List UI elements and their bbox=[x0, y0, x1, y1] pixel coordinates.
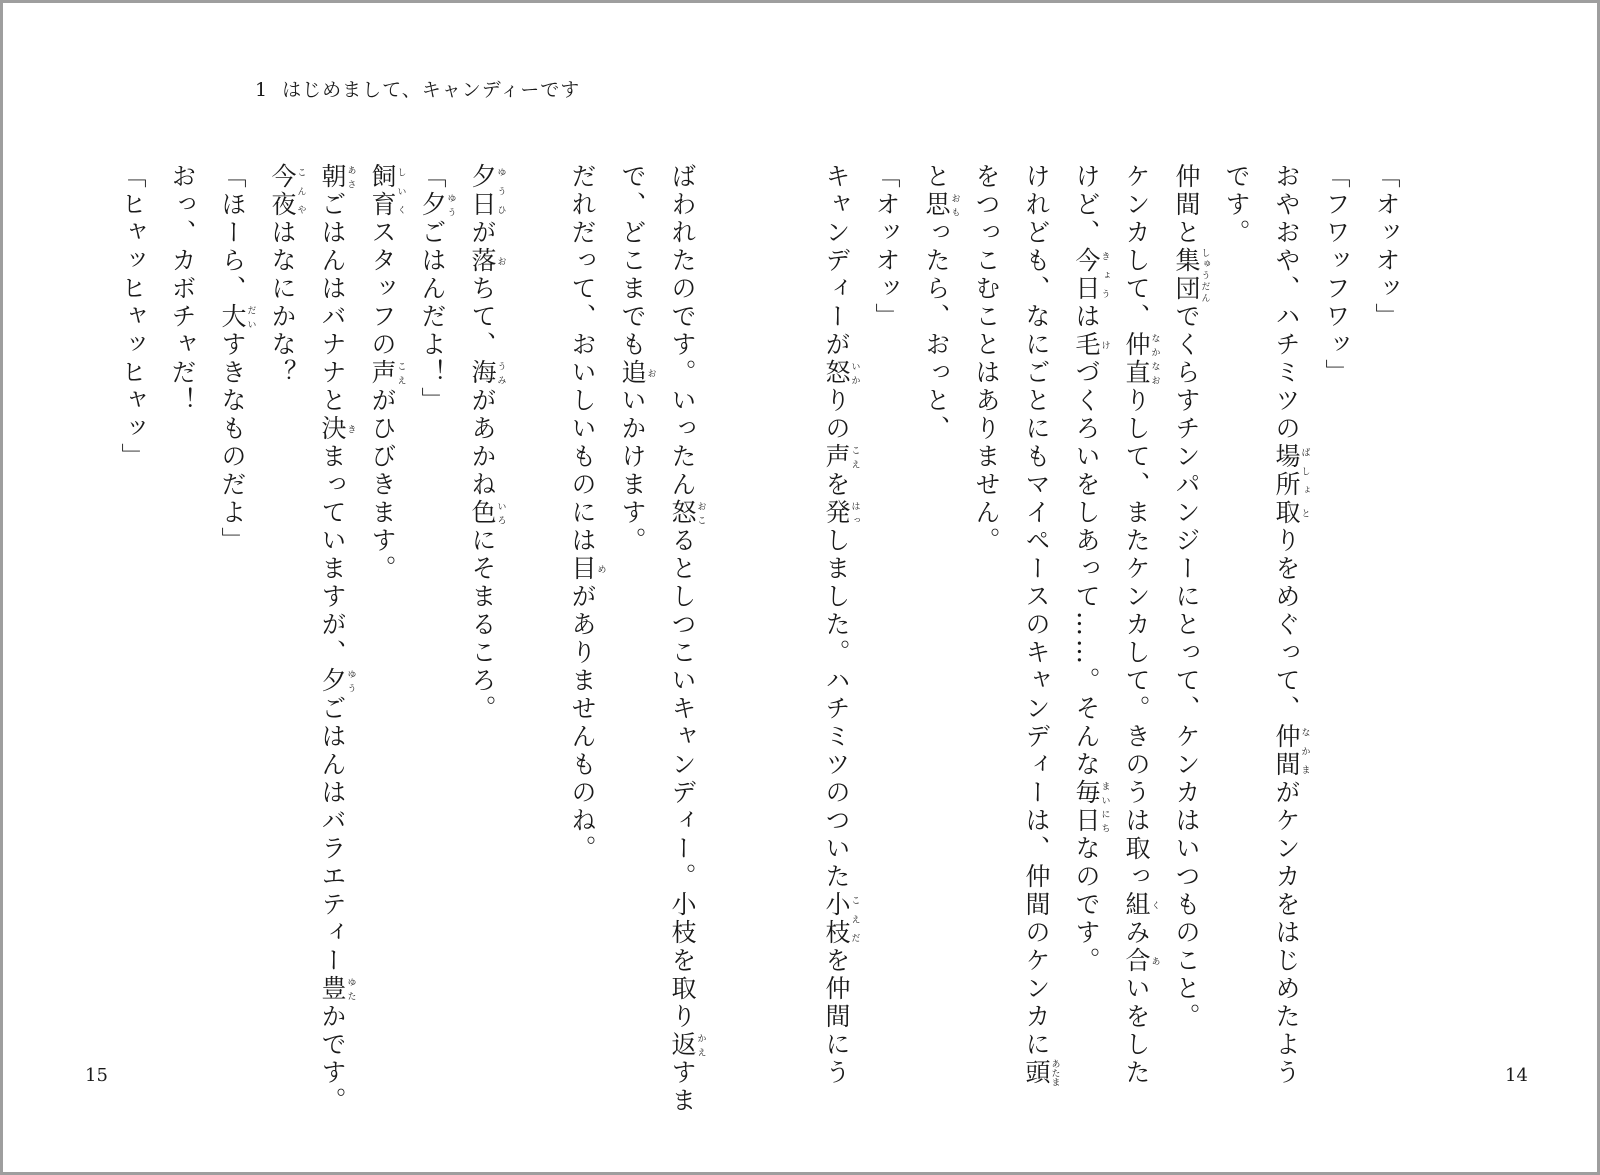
left-page-text bbox=[107, 163, 707, 1115]
furigana-ruby: 発はっ bbox=[822, 499, 860, 527]
furigana-ruby: 朝あさ bbox=[318, 163, 356, 191]
furigana-ruby: 怒いか bbox=[822, 359, 860, 387]
text-line: と思おもったら、おっと、 bbox=[922, 163, 960, 443]
text-line: をつっこむことはありません。 bbox=[972, 163, 1001, 555]
furigana-reading: おこ bbox=[695, 499, 706, 527]
furigana-reading: あさ bbox=[345, 163, 356, 191]
furigana-ruby: 決き bbox=[318, 415, 356, 443]
text-line: ケンカして、仲直なかなおりして、またケンカして。きのうは取っ組くみ合あいをした bbox=[1122, 163, 1160, 1087]
furigana-ruby: 毛け bbox=[1072, 331, 1110, 359]
furigana-reading: き bbox=[345, 415, 356, 443]
furigana-reading: おも bbox=[949, 191, 960, 219]
furigana-ruby: 組く bbox=[1122, 891, 1160, 919]
furigana-reading: まいにち bbox=[1099, 779, 1110, 835]
chapter-number: 1 bbox=[255, 79, 269, 101]
furigana-ruby: 追お bbox=[618, 359, 656, 387]
furigana-reading: うみ bbox=[495, 359, 506, 387]
furigana-ruby: 頭あたま bbox=[1022, 1059, 1060, 1087]
text-line: 「フワッフワッ」 bbox=[1322, 163, 1351, 387]
furigana-ruby: 大だい bbox=[218, 303, 256, 331]
furigana-reading: ゆうひ bbox=[495, 163, 506, 219]
text-line: 飼育しいくスタッフの声こえがひびきます。 bbox=[368, 163, 406, 583]
furigana-reading: きょう bbox=[1099, 247, 1110, 303]
text-line: 「夕ゆうごはんだよ！」 bbox=[418, 163, 456, 415]
furigana-ruby: 夕ゆう bbox=[418, 191, 456, 219]
furigana-ruby: 怒おこ bbox=[668, 499, 706, 527]
text-line: 朝あさごはんはバナナと決きまっていますが、夕ゆうごはんはバラエティー豊ゆたかです。 bbox=[318, 163, 356, 1115]
left-page-number: 15 bbox=[85, 1065, 108, 1086]
furigana-ruby: 海うみ bbox=[468, 359, 506, 387]
furigana-reading: かえ bbox=[695, 1031, 706, 1059]
text-line: です。 bbox=[1222, 163, 1251, 247]
furigana-reading: はっ bbox=[849, 499, 860, 527]
text-line: ばわれたのです。いったん怒おこるとしつこいキャンディー。小枝を取り返かえすま bbox=[668, 163, 706, 1115]
text-line: けど、今日きょうは毛けづくろいをしあって……。そんな毎日まいにちなのです。 bbox=[1072, 163, 1110, 975]
text-line: けれども、なにごとにもマイペースのキャンディーは、仲間のケンカに頭あたま bbox=[1022, 163, 1060, 1087]
right-page-number: 14 bbox=[1505, 1065, 1528, 1086]
furigana-reading: なかなお bbox=[1149, 331, 1160, 387]
right-page-text bbox=[811, 163, 1411, 1087]
furigana-reading: だい bbox=[245, 303, 256, 331]
furigana-ruby: 目め bbox=[568, 555, 606, 583]
blank-line bbox=[507, 163, 557, 1043]
text-line: 「ヒャッヒャッヒャッ」 bbox=[118, 163, 147, 471]
text-line: 「ほーら、大だいすきなものだよ」 bbox=[218, 163, 256, 555]
furigana-reading: ゆた bbox=[345, 975, 356, 1003]
furigana-ruby: 声こえ bbox=[822, 443, 860, 471]
furigana-reading: こえだ bbox=[849, 891, 860, 947]
furigana-ruby: 小枝こえだ bbox=[822, 891, 860, 947]
furigana-reading: しいく bbox=[395, 163, 406, 219]
furigana-ruby: 返かえ bbox=[668, 1031, 706, 1059]
furigana-reading: あ bbox=[1149, 947, 1160, 975]
text-line: おっ、カボチャだ！ bbox=[168, 163, 197, 415]
text-line: 「オッオッ」 bbox=[1372, 163, 1401, 331]
furigana-ruby: 色いろ bbox=[468, 499, 506, 527]
text-line: 今夜こんやはなにかな？ bbox=[268, 163, 306, 387]
text-line: おやおや、ハチミツの場所ばしょ取とりをめぐって、仲間なかまがケンカをはじめたよう bbox=[1272, 163, 1310, 1087]
furigana-reading: ゆう bbox=[445, 191, 456, 219]
furigana-ruby: 場所ばしょ bbox=[1272, 443, 1310, 499]
furigana-ruby: 取と bbox=[1272, 499, 1310, 527]
furigana-reading: く bbox=[1149, 891, 1160, 919]
furigana-reading: こえ bbox=[395, 359, 406, 387]
furigana-ruby: 今日きょう bbox=[1072, 247, 1110, 303]
furigana-reading: しゅうだん bbox=[1199, 247, 1210, 303]
text-line: で、どこまでも追おいかけます。 bbox=[618, 163, 656, 555]
furigana-ruby: 夕日ゆうひ bbox=[468, 163, 506, 219]
furigana-ruby: 仲直なかなお bbox=[1122, 331, 1160, 387]
furigana-ruby: 夕ゆう bbox=[318, 667, 356, 695]
furigana-reading: あたま bbox=[1049, 1059, 1060, 1087]
furigana-ruby: 合あ bbox=[1122, 947, 1160, 975]
furigana-ruby: 毎日まいにち bbox=[1072, 779, 1110, 835]
furigana-reading: こえ bbox=[849, 443, 860, 471]
furigana-ruby: 仲間なかま bbox=[1272, 723, 1310, 779]
furigana-ruby: 声こえ bbox=[368, 359, 406, 387]
text-line: 夕日ゆうひが落おちて、海うみがあかね色いろにそまるころ。 bbox=[468, 163, 506, 723]
furigana-reading: なかま bbox=[1299, 723, 1310, 779]
furigana-reading: め bbox=[595, 555, 606, 583]
text-line: 仲間と集団しゅうだんでくらすチンパンジーにとって、ケンカはいつものこと。 bbox=[1172, 163, 1210, 1031]
text-line: だれだって、おいしいものには目めがありませんものね。 bbox=[568, 163, 606, 863]
furigana-ruby: 集団しゅうだん bbox=[1172, 247, 1210, 303]
furigana-ruby: 思おも bbox=[922, 191, 960, 219]
furigana-ruby: 飼育しいく bbox=[368, 163, 406, 219]
furigana-ruby: 今夜こんや bbox=[268, 163, 306, 219]
furigana-reading: ゆう bbox=[345, 667, 356, 695]
furigana-reading: お bbox=[645, 359, 656, 387]
running-head bbox=[255, 75, 580, 102]
furigana-reading: いろ bbox=[495, 499, 506, 527]
chapter-title: はじめまして、キャンディーです bbox=[282, 79, 581, 101]
furigana-reading: け bbox=[1099, 331, 1110, 359]
furigana-reading: いか bbox=[849, 359, 860, 387]
furigana-ruby: 豊ゆた bbox=[318, 975, 356, 1003]
text-line: 「オッオッ」 bbox=[872, 163, 901, 331]
furigana-ruby: 落お bbox=[468, 247, 506, 275]
furigana-reading: と bbox=[1299, 499, 1310, 527]
text-line: キャンディーが怒いかりの声こえを発はっしました。ハチミツのついた小枝こえだを仲間にう bbox=[822, 163, 860, 1087]
furigana-reading: ばしょ bbox=[1299, 443, 1310, 499]
furigana-reading: こんや bbox=[295, 163, 306, 219]
furigana-reading: お bbox=[495, 247, 506, 275]
